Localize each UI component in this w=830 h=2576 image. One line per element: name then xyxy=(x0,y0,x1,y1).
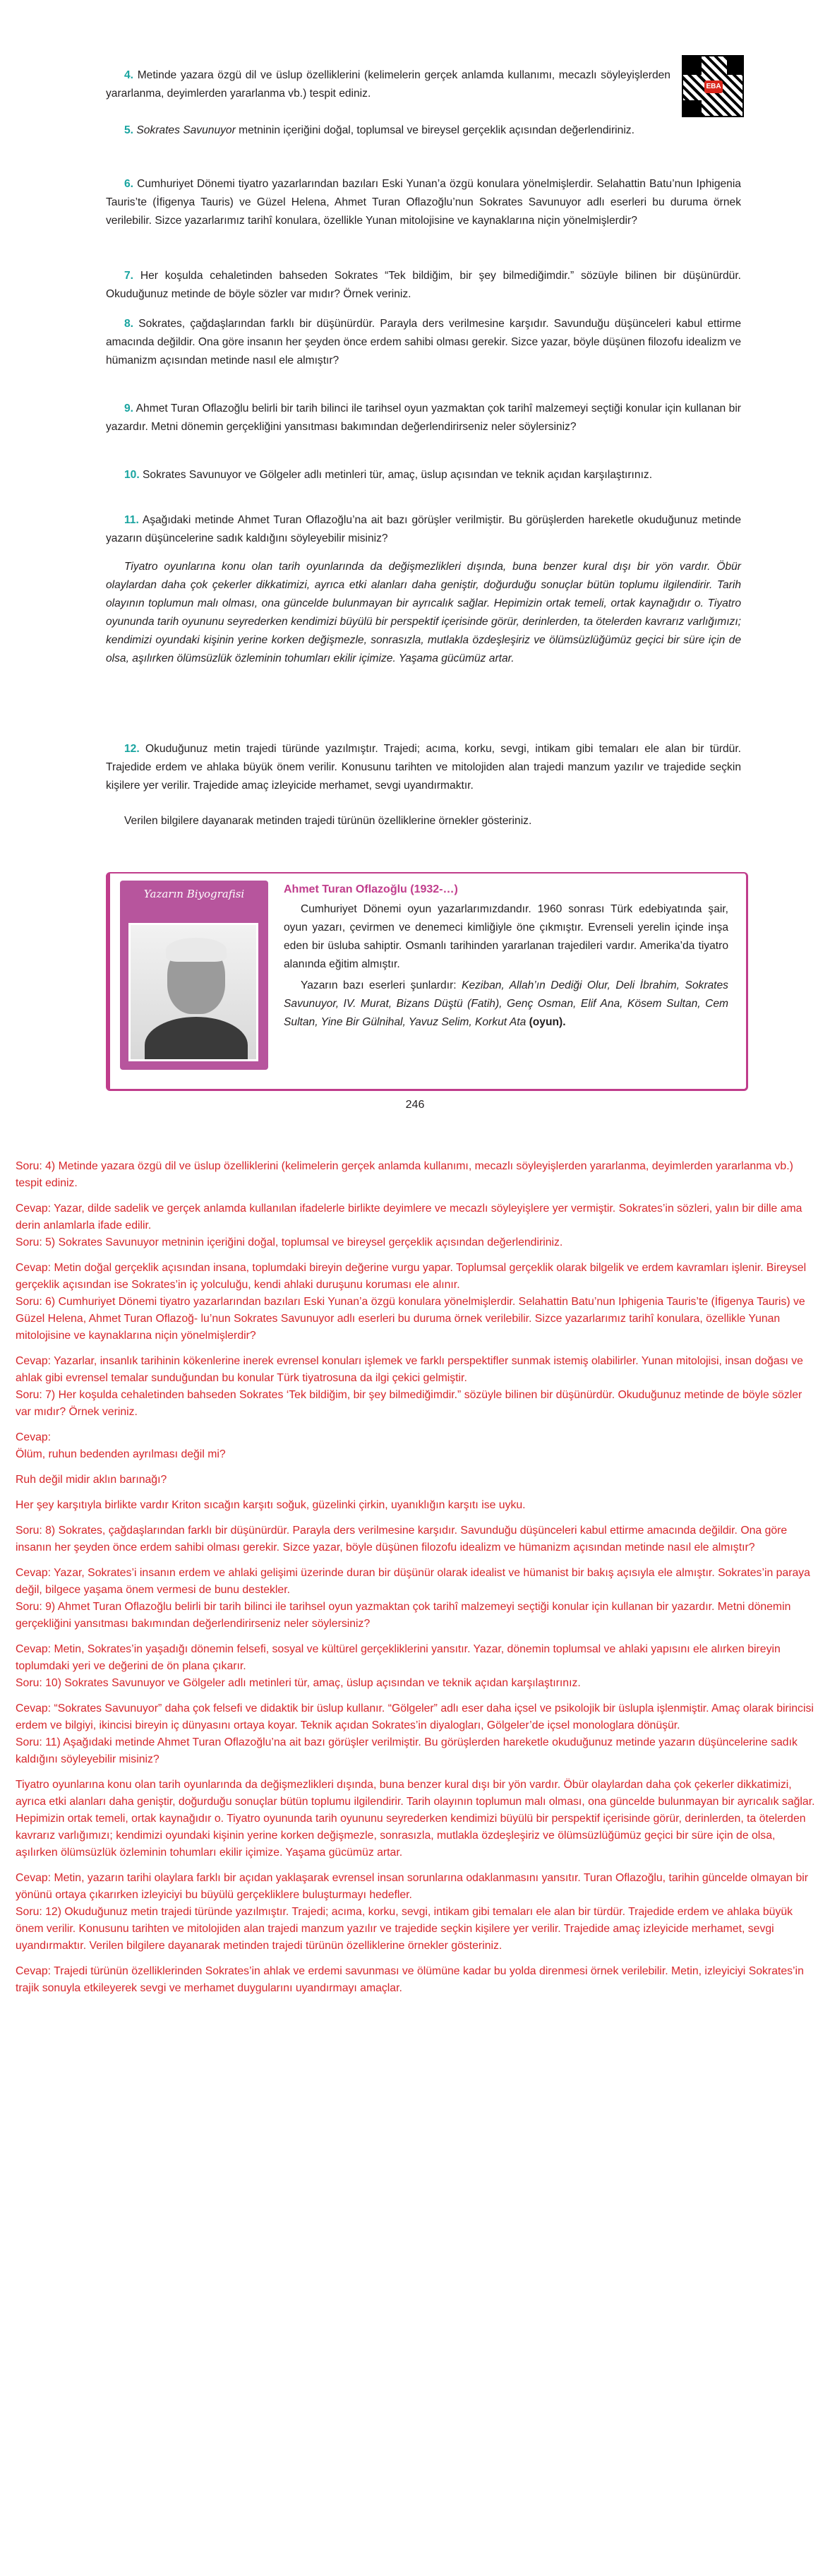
quote-block: Tiyatro oyunlarına konu olan tarih oyunlarında da değişmezlikleri dışında, buna benzer kural dışı bir yön vardır. Öbür olaylardan daha çok çekerler dikkatimizi, ayrıca etki alanları daha geniştir, doğurduğu sonuçlar bütün toplumu ilgilendirir. Tarih olayının toplumun malı olması, ona güncelde bulunmayan bir ayrıcalık sağlar. Hepimizin ortak temeli, ortak kaynağıdır o. Tiyatro oyununda tarih oyununu seyrederken kendimizi büyülü bir perspektif içerisinde görür, derinlerden, ta ötelerden kavrarız varlığımızı; kendimizi oyundaki kişinin yerine korken değişmezle, sonrasızla, mutlakla özdeşleşiriz ve ölümsüzlüğümüz geçici bir süre için de olsa, aşılırken ölümsüzlük özleminin tohumları ekilir içimize. Yaşama gücümüz artar. xyxy=(106,561,741,664)
textbook-page xyxy=(0,0,830,1111)
answer-question-line: Soru: 11) Aşağıdaki metinde Ahmet Turan Oflazoğlu’na ait bazı görüşler verilmiştir. Bu görüşlerden hareketle okuduğunuz metinde yazarın düşüncelerine sadık kaldığını söyleyebilir misiniz? xyxy=(16,1736,798,1765)
answer-spacer xyxy=(16,1514,820,1522)
question-12 xyxy=(106,740,741,795)
question-text: Metinde yazara özgü dil ve üslup özelliklerini (kelimelerin gerçek anlamda kullanımı, mecazlı söyleyişlerden yararlanma, deyimlerden yararlanma vb.) tespit ediniz. xyxy=(106,69,670,100)
answer-question-line: Soru: 7) Her koşulda cehaletinden bahseden Sokrates ‘Tek bildiğim, bir şey bilmediğimdir.” sözüyle bilinen bir düşünürdür. Okuduğunuz metinde de böyle sözler var mıdır? Örnek veriniz. xyxy=(16,1389,802,1418)
answer-question-line: Soru: 8) Sokrates, çağdaşlarından farklı bir düşünürdür. Parayla ders verilmesine karşıdır. Savunduğu düşünceleri kabul ettirme amacında değildir. Ona göre insanın her şeyden önce erdem sahibi olması gerekir. Sizce yazar, böyle düşünen filozofu idealizm ve hümanizm açısından metinde nasıl ele almıştır? xyxy=(16,1525,788,1554)
answer-line: Cevap: Yazar, dilde sadelik ve gerçek anlamda kullanılan ifadelerle birlikte deyimlere ve mecazlı söyleyişlere yer vermiştir. Sokrates’in sözleri, yalın bir dille ama derin anlamlarla ifade edilir. xyxy=(16,1203,802,1232)
answer-question-line: Soru: 10) Sokrates Savunuyor ve Gölgeler adlı metinleri tür, amaç, üslup açısından ve teknik açıdan karşılaştırınız. xyxy=(16,1677,581,1689)
works-type: (oyun). xyxy=(529,1016,566,1028)
answer-spacer xyxy=(16,1633,820,1641)
answer-question-line: Soru: 12) Okuduğunuz metin trajedi türünde yazılmıştır. Trajedi; acıma, korku, sevgi, intikam gibi temaları ele alan bir türdür. Trajedide erdem ve ahlaka büyük önem verilir. Konusunu tarihten ve mitolojiden alan trajedi manzum yazılır ve trajedide seçkin kişilere yer verilir. Trajedide amaç izleyicide merhamet, sevgi uyandırmaktır. Verilen bilgilere dayanarak metinden trajedi türünün özelliklerine örnekler gösteriniz. xyxy=(16,1906,793,1952)
answer-line: Cevap: Yazarlar, insanlık tarihinin kökenlerine inerek evrensel konuları işlemek ve farklı perspektifler sunmak istemiş olabilirler. Yunan mitolojisi, insan doğası ve ahlak gibi evrensel temalar sunduğundan bu konular Türk tiyatrosuna da ilgi çekici gelmiştir. xyxy=(16,1355,803,1384)
author-works xyxy=(284,977,728,1032)
answer-line: Cevap: Metin doğal gerçeklik açısından insana, toplumdaki bireyin değerine vurgu yapar. Toplumsal gerçeklik olarak bilgelik ve erdem kavramları işlenir. Bireysel gerçeklik açısından ise Sokrates’in iç yolculuğu, kendi ahlaki duruşunu koruması ele alınır. xyxy=(16,1262,807,1291)
question-text: Sokrates Savunuyor ve Gölgeler adlı metinleri tür, amaç, üslup açısından ve teknik açıdan karşılaştırınız. xyxy=(143,469,653,481)
question-number: 11. xyxy=(124,514,139,526)
answer-question-line: Soru: 4) Metinde yazara özgü dil ve üslup özelliklerini (kelimelerin gerçek anlamda kullanımı, mecazlı söyleyişlerden yararlanma, deyimlerden yararlanma vb.) tespit ediniz. xyxy=(16,1160,793,1189)
question-4 xyxy=(106,66,670,103)
question-number: 10. xyxy=(124,469,140,481)
question-number: 7. xyxy=(124,270,134,282)
biography-tag-title: Yazarın Biyografisi xyxy=(143,888,245,900)
question-text: metninin içeriğini doğal, toplumsal ve bireysel gerçeklik açısından değerlendiriniz. xyxy=(235,124,634,136)
question-number: 6. xyxy=(124,178,134,190)
answer-spacer xyxy=(16,1489,820,1497)
answer-spacer xyxy=(16,1463,820,1472)
answer-spacer xyxy=(16,1768,820,1777)
question-number: 4. xyxy=(124,69,134,81)
author-name: Ahmet Turan Oflazoğlu (1932-…) xyxy=(284,883,458,895)
question-text: Cumhuriyet Dönemi tiyatro yazarlarından bazıları Eski Yunan’a özgü konulara yönelmişlerdir. Selahattin Batu’nun Iphigenia Tauris’te (İfigenya Tauris) ve Güzel Helena, Ahmet Turan Oflazoğlu’nun Sokrates Savunuyor adlı eserleri bu duruma örnek verilebilir. Sizce yazarlarımız tarihî konulara, özellikle Yunan mitolojisine ve kaynaklarına niçin yönelmişlerdir? xyxy=(106,178,741,227)
answer-spacer xyxy=(16,1344,820,1353)
question-number: 12. xyxy=(124,743,140,755)
answer-text-line: Her şey karşıtıyla birlikte vardır Kriton sıcağın karşıtı soğuk, güzelinki çirkin, uyanıklığın karşıtı ise uyku. xyxy=(16,1499,526,1511)
answer-key xyxy=(16,1158,820,1997)
answer-question-line: Soru: 5) Sokrates Savunuyor metninin içeriğini doğal, toplumsal ve bireysel gerçeklik açısından değerlendiriniz. xyxy=(16,1236,563,1248)
question-text: Ahmet Turan Oflazoğlu belirli bir tarih bilinci ile tarihsel oyun yazmaktan çok tarihî malzemeyi seçtiği konular için kullanan bir yazardır. Metni dönemin gerçekliğini yansıtması bakımından değerlendirirseniz neler söylersiniz? xyxy=(106,402,741,433)
answer-text-line: Ruh değil midir aklın barınağı? xyxy=(16,1474,167,1486)
work-title: Sokrates Savunuyor xyxy=(136,124,236,136)
answer-text-line: Tiyatro oyunlarına konu olan tarih oyunlarında da değişmezlikleri dışında, buna benzer kural dışı bir yön vardır. Öbür olaylardan daha çok çekerler dikkatimizi, ayrıca etki alanları daha geniştir, doğurduğu sonuçlar bütün toplumu ilgilendirir. Tarih olayının toplumun malı olması, ona güncelde bulunmayan bir ayrıcalık sağlar. Hepimizin ortak temeli, ortak kaynağıdır o. Tiyatro oyununda tarih oyununu seyrederken kendimizi büyülü bir perspektif içerisinde görür, derinlerden, ta ötelerden kavrarız varlığımızı; kendimizi oyundaki kişinin yerine korken değişmezle, sonrasızla, mutlakla özdeşleşiriz ve ölümsüzlüğümüz geçici bir süre için de olsa, aşılırken ölümsüzlük özleminin tohumları ekilir içimize. Yaşama gücümüz artar. xyxy=(16,1779,815,1859)
biography-content xyxy=(284,883,728,1032)
answer-line: Cevap: Metin, Sokrates’in yaşadığı dönemin felsefi, sosyal ve kültürel gerçekliklerini yansıtır. Yazar, dönemin toplumsal ve ahlaki yapısını ele alırken bireyin toplumdaki yeri ve değerini de ön plana çıkarır. xyxy=(16,1643,781,1672)
question-text: Sokrates, çağdaşlarından farklı bir düşünürdür. Parayla ders verilmesine karşıdır. Savunduğu düşünceleri kabul ettirme amacında değildir. Ona göre insanın her şeyden önce erdem sahibi olması gerekir. Sizce yazar, böyle düşünen filozofu idealizm ve hümanizm açısından metinde nasıl ele almıştır? xyxy=(106,318,741,366)
answer-question-line: Soru: 6) Cumhuriyet Dönemi tiyatro yazarlarından bazıları Eski Yunan’a özgü konulara yönelmişlerdir. Selahattin Batu’nun Iphigenia Tauris’te (İfigenya Tauris) ve Güzel Helena, Ahmet Turan Oflazoğ- lu’nun Sokrates Savunuyor adlı eserleri bu duruma örnek verilebilir. Sizce yazarlarımız tarihî konulara, özellikle Yunan mitolojisine ve kaynaklarına niçin yönelmişlerdir? xyxy=(16,1296,805,1342)
author-biography-box xyxy=(106,872,748,1091)
answer-spacer xyxy=(16,1861,820,1870)
qr-code-icon[interactable] xyxy=(682,55,744,117)
biography-tag xyxy=(120,881,268,1070)
answer-line: Cevap: “Sokrates Savunuyor” daha çok felsefi ve didaktik bir üslup kullanır. “Gölgeler” adlı eser daha içsel ve psikolojik bir üslupla işlenmiştir. Amaç olarak birincisi erdem ve bilgiyi, ikincisi bireyin iç dünyasını ortaya koyar. Teknik açıdan Sokrates’in diyalogları, Gölgeler’de içsel monologlara dönüşür. xyxy=(16,1703,814,1731)
answer-line: Cevap: xyxy=(16,1431,52,1443)
works-list: Keziban, Allah’ın Dediği Olur, Deli İbrahim, Sokrates Savunuyor, IV. Murat, Bizans Düştü (Fatih), Genç Osman, Elif Ana, Kösem Sultan, Cem Sultan, Yine Bir Gülnihal, Yavuz Selim, Korkut Ata xyxy=(284,979,728,1028)
answer-spacer xyxy=(16,1692,820,1700)
answer-spacer xyxy=(16,1251,820,1260)
answer-line: Cevap: Trajedi türünün özelliklerinden Sokrates’in ahlak ve erdemi savunması ve ölümüne kadar bu yolda direnmesi örnek verilebilir. Metin, izleyiciyi Sokrates’in trajik sonuyla etkileyerek sevgi ve merhamet duygularını uyandırmayı amaçlar. xyxy=(16,1965,804,1994)
question-text: Aşağıdaki metinde Ahmet Turan Oflazoğlu’na ait bazı görüşler verilmiştir. Bu görüşlerden hareketle okuduğunuz metinde yazarın düşüncelerine sadık kaldığını söyleyebilir misiniz? xyxy=(106,514,741,544)
qr-logo-icon: EBA xyxy=(704,80,723,93)
page-number: 246 xyxy=(405,1099,425,1111)
question-11 xyxy=(106,511,741,548)
question-number: 5. xyxy=(124,124,134,136)
question-text: Okuduğunuz metin trajedi türünde yazılmıştır. Trajedi; acıma, korku, sevgi, intikam gibi temaları ele alan bir türdür. Trajedide erdem ve ahlaka büyük önem verilir. Konusunu tarihten ve mitolojiden alan trajedi manzum yazılır ve trajedide seçkin kişilere yer verilir. Trajedide amaç izleyicide merhamet, sevgi uyandırmaktır. xyxy=(106,743,741,792)
question-number: 9. xyxy=(124,402,134,415)
question-6 xyxy=(106,175,741,230)
answer-spacer xyxy=(16,1421,820,1429)
photo-hair xyxy=(166,938,227,962)
answer-text-line: Ölüm, ruhun bedenden ayrılması değil mi? xyxy=(16,1448,226,1460)
answer-question-line: Soru: 9) Ahmet Turan Oflazoğlu belirli bir tarih bilinci ile tarihsel oyun yazmaktan çok tarihî malzemeyi seçtiği konular için kullanan bir yazardır. Metni dönemin gerçekliğini yansıtması bakımından değerlendirirseniz neler söylersiniz? xyxy=(16,1601,791,1630)
answer-line: Cevap: Yazar, Sokrates’i insanın erdem ve ahlaki gelişimi üzerinde duran bir düşünür olarak idealist ve hümanist bir bakış açısıyla ele almıştır. Sokrates’in paraya değil, bilgece yaşama önem vermesi de bunu destekler. xyxy=(16,1567,810,1596)
answer-line: Cevap: Metin, yazarın tarihi olaylara farklı bir açıdan yaklaşarak evrensel insan sorunlarına odaklanmasını yansıtır. Turan Oflazoğlu, tarihin güncelde olmayan bir yönünü ortaya çıkarırken izleyiciyi bu büyülü gerçekliklere buluşturmayı hedefler. xyxy=(16,1872,809,1901)
photo-body xyxy=(145,1017,248,1061)
instruction-text: Verilen bilgilere dayanarak metinden trajedi türünün özelliklerine örnekler gösteriniz. xyxy=(124,815,532,827)
question-number: 8. xyxy=(124,318,134,330)
answer-spacer xyxy=(16,1556,820,1565)
question-5 xyxy=(106,121,741,140)
answer-spacer xyxy=(16,1955,820,1963)
biography-text: Cumhuriyet Dönemi oyun yazarlarımızdandır. 1960 sonrası Türk edebiyatında şair, oyun yazarı, çevirmen ve denemeci kimliğiyle öne çıkmıştır. Evrenseli yerelin içinde inşa eden bir üsluba sahiptir. Osmanlı tarihinden yararlanan trajedileri vardır. Amerika’da tiyatro alanında eğitim almıştır. xyxy=(284,903,728,970)
question-10 xyxy=(106,466,741,484)
question-7 xyxy=(106,267,741,304)
author-photo xyxy=(128,923,258,1061)
question-9 xyxy=(106,400,741,436)
works-intro: Yazarın bazı eserleri şunlardır: xyxy=(301,979,462,991)
answer-spacer xyxy=(16,1192,820,1200)
question-text: Her koşulda cehaletinden bahseden Sokrates “Tek bildiğim, bir şey bilmediğimdir.” sözüyle bilinen bir düşünürdür. Okuduğunuz metinde de böyle sözler var mıdır? Örnek veriniz. xyxy=(106,270,741,300)
question-8 xyxy=(106,315,741,370)
